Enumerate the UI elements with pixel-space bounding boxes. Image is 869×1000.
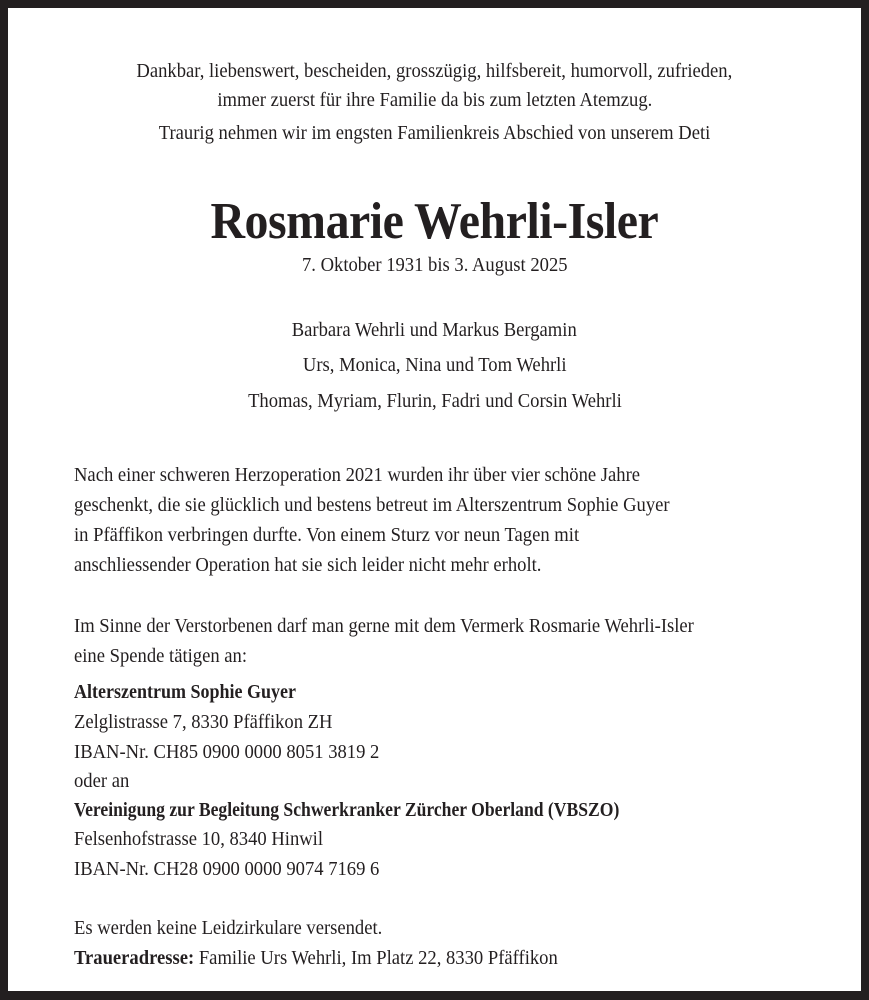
no-circulars-note: Es werden keine Leidzirkulare versendet. (74, 917, 383, 939)
mourning-address-label: Traueradresse: (74, 947, 195, 969)
donation-intro-line-1: Im Sinne der Verstorbenen darf man gerne mit dem Vermerk Rosmarie Wehrli-Isler (74, 615, 694, 637)
obituary-notice (8, 8, 861, 991)
recipient-1-iban: IBAN-Nr. CH85 0900 0000 8051 3819 2 (74, 741, 380, 763)
intro-line-3: Traurig nehmen wir im engsten Familienkreis Abschied von unserem Deti (158, 122, 711, 144)
story-line-2: geschenkt, die sie glücklich und bestens betreut im Alterszentrum Sophie Guyer (74, 494, 670, 516)
story-line-1: Nach einer schweren Herzoperation 2021 wurden ihr über vier schöne Jahre (74, 464, 641, 486)
mourning-address-value: Familie Urs Wehrli, Im Platz 22, 8330 Pfäffikon (194, 947, 558, 969)
family-line-2: Urs, Monica, Nina und Tom Wehrli (302, 354, 567, 376)
recipient-2-address: Felsenhofstrasse 10, 8340 Hinwil (74, 828, 324, 850)
family-line-3: Thomas, Myriam, Flurin, Fadri und Corsin Wehrli (247, 390, 622, 412)
mourning-address (74, 946, 594, 970)
recipient-2-iban: IBAN-Nr. CH28 0900 0000 9074 7169 6 (74, 858, 380, 880)
life-dates: 7. Oktober 1931 bis 3. August 2025 (301, 254, 568, 276)
story-line-3: in Pfäffikon verbringen durfte. Von einem Sturz vor neun Tagen mit (74, 524, 580, 546)
intro-line-1: Dankbar, liebenswert, bescheiden, grosszügig, hilfsbereit, humorvoll, zufrieden, (136, 60, 733, 82)
recipient-1-name: Alterszentrum Sophie Guyer (74, 681, 296, 703)
family-line-1: Barbara Wehrli und Markus Bergamin (291, 319, 578, 341)
or-label: oder an (74, 770, 130, 792)
intro-line-2: immer zuerst für ihre Familie da bis zum letzten Atemzug. (217, 89, 652, 111)
recipient-2-name: Vereinigung zur Begleitung Schwerkranker Zürcher Oberland (VBSZO) (74, 799, 620, 821)
story-line-4: anschliessender Operation hat sie sich leider nicht mehr erholt. (74, 554, 542, 576)
donation-intro-line-2: eine Spende tätigen an: (74, 645, 248, 667)
deceased-name: Rosmarie Wehrli-Isler (210, 193, 659, 250)
recipient-1-address: Zelglistrasse 7, 8330 Pfäffikon ZH (74, 711, 333, 733)
